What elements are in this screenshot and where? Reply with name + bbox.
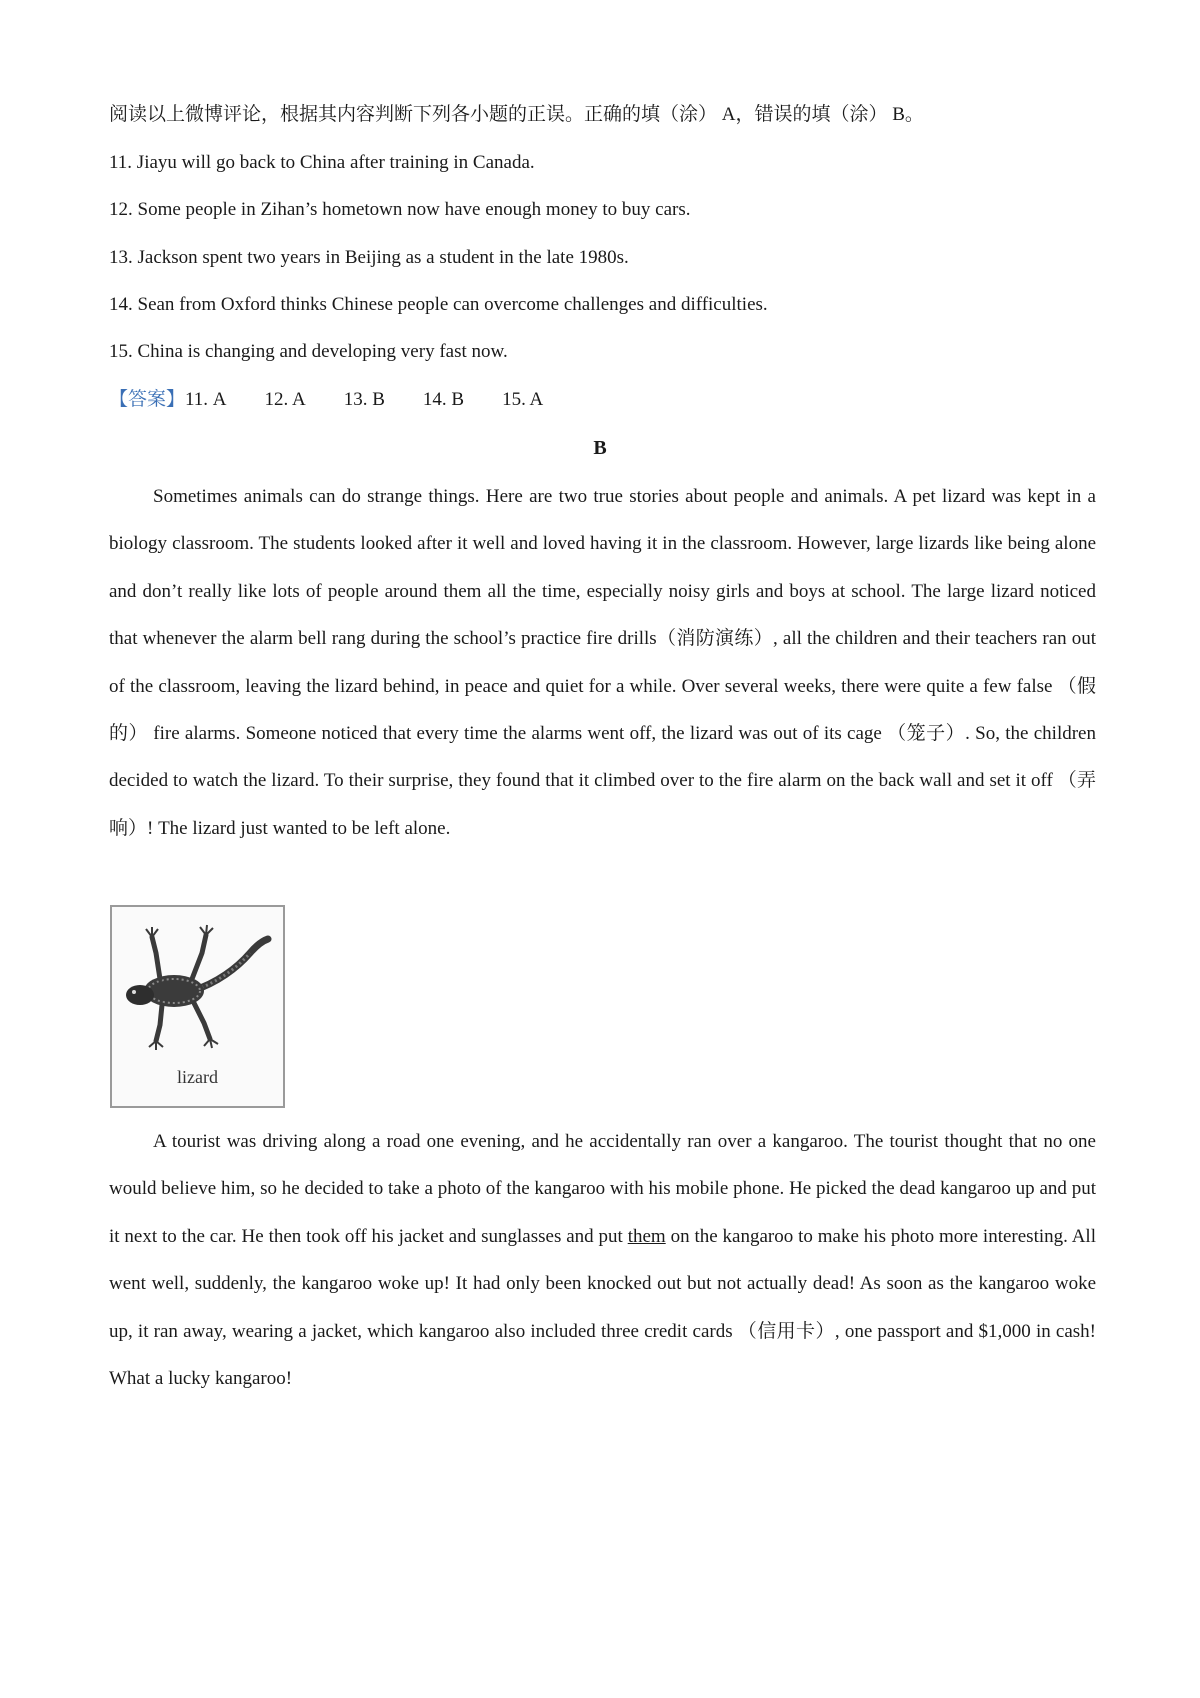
answer-line xyxy=(109,388,543,412)
paragraph-kangaroo-part2: on the kangaroo to make his photo more interesting. All went well, suddenly, the kangaroo woke up! It had only been knocked out but not actually dead! As soon as the kangaroo woke up, it ran away, wearing a jacket, which kangaroo also included three credit cards （信用卡）, one passport and $1,000 in cash! What a lucky kangaroo! xyxy=(109,1225,1096,1390)
question-14: 14. Sean from Oxford thinks Chinese people can overcome challenges and difficulties. xyxy=(109,294,768,315)
lizard-icon xyxy=(122,913,272,1063)
figure-caption: lizard xyxy=(177,1067,218,1087)
answer-tag: 【答案】 xyxy=(109,389,186,410)
lizard-figure xyxy=(110,905,285,1108)
paragraph-kangaroo-part1: A tourist was driving along a road one evening, and he accidentally ran over a kangaroo. The tourist thought that no one would believe him, so he decided to take a photo of the kangaroo with his mobile phone. He picked the dead kangaroo up and put it next to the car. He then took off his jacket and sunglasses and put xyxy=(109,1131,1096,1247)
instructions: 阅读以上微博评论，根据其内容判断下列各小题的正误。正确的填（涂） A，错误的填（涂） B。 xyxy=(109,104,924,125)
paragraph-kangaroo xyxy=(109,1118,1096,1402)
paragraph-lizard: Sometimes animals can do strange things. Here are two true stories about people and animals. A pet lizard was kept in a biology classroom. The students looked after it well and loved having it in the classroom. However, large lizards like being alone and don’t really like lots of people around them all the time, especially noisy girls and boys at school. The large lizard noticed that whenever the alarm bell rang during the school’s practice fire drills（消防演练）, all the children and their teachers ran out of the classroom, leaving the lizard behind, in peace and quiet for a while. Over several weeks, there were quite a few false （假的） fire alarms. Someone noticed that every time the alarms went off, the lizard was out of its cage （笼子）. So, the children decided to watch the lizard. To their surprise, they found that it climbed over to the fire alarm on the back wall and set it off （弄响）! The lizard just wanted to be left alone. xyxy=(109,486,1096,839)
question-11: 11. Jiayu will go back to China after training in Canada. xyxy=(109,152,535,173)
answer-item: 14. B xyxy=(422,389,465,410)
underlined-word: them xyxy=(627,1225,666,1247)
answer-item: 11. A xyxy=(185,389,227,410)
section-heading: B xyxy=(593,437,607,459)
question-12: 12. Some people in Zihan’s hometown now have enough money to buy cars. xyxy=(109,199,691,220)
question-15: 15. China is changing and developing very fast now. xyxy=(109,341,508,362)
question-13: 13. Jackson spent two years in Beijing as a student in the late 1980s. xyxy=(109,247,629,268)
answer-item: 13. B xyxy=(343,389,385,410)
answer-item: 12. A xyxy=(264,389,306,410)
answer-item: 15. A xyxy=(502,389,544,410)
